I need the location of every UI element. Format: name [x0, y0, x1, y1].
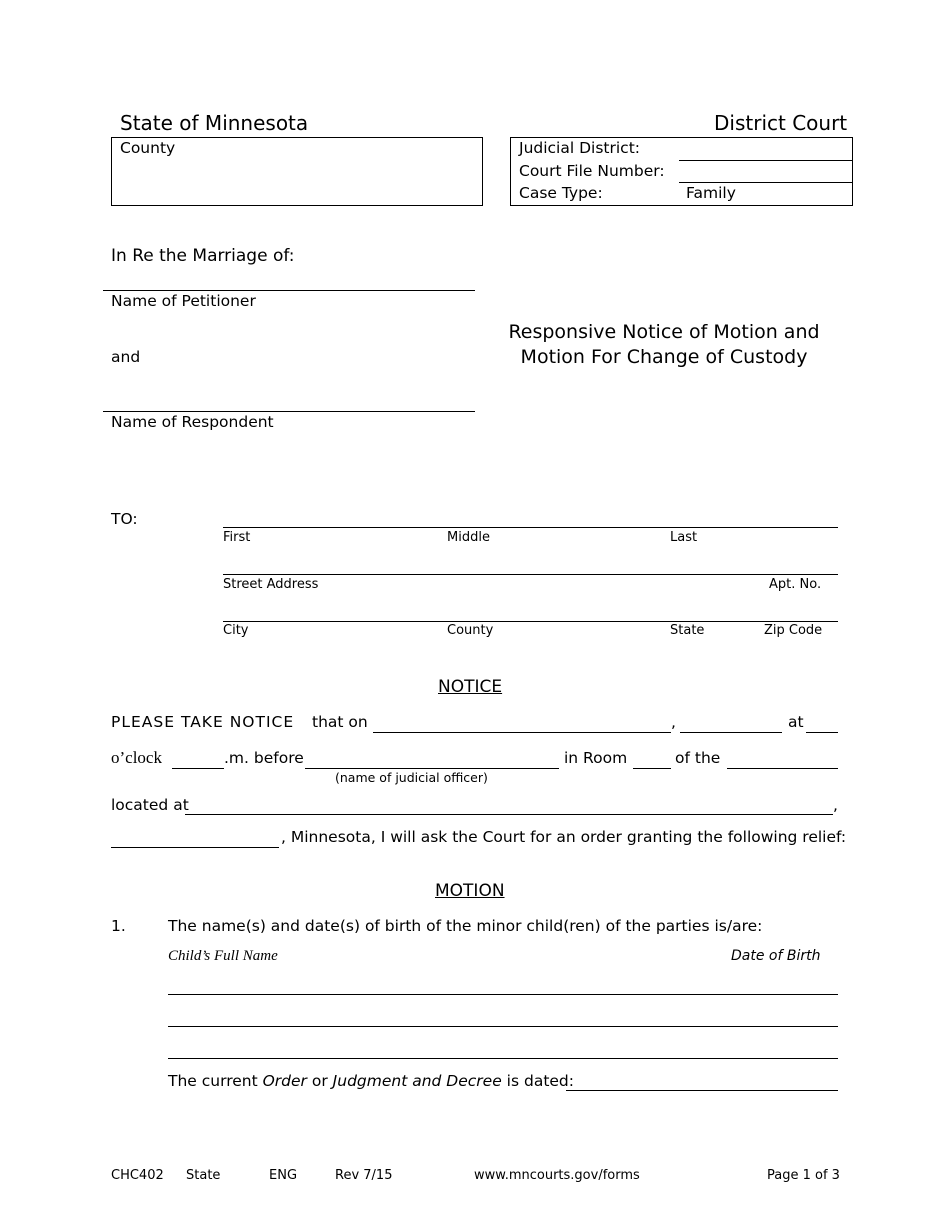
please-take-notice: PLEASE TAKE NOTICE: [111, 713, 295, 731]
m-before-label: .m. before: [224, 749, 304, 767]
apt-label: Apt. No.: [769, 577, 822, 592]
located-at-label: located at: [111, 796, 189, 814]
city-label: City: [223, 623, 249, 638]
county-input[interactable]: [120, 168, 470, 188]
petitioner-label: Name of Petitioner: [111, 292, 256, 310]
notice-heading: NOTICE: [438, 677, 503, 697]
that-on-label: that on: [312, 713, 368, 731]
document-title-line2: Motion For Change of Custody: [520, 346, 808, 368]
last-label: Last: [670, 530, 698, 545]
case-info-box: [510, 137, 853, 206]
motion-heading: MOTION: [435, 881, 505, 901]
footer-form-id: CHC402: [111, 1168, 164, 1183]
order-word: Order: [262, 1072, 307, 1090]
street-address-label: Street Address: [223, 577, 319, 592]
respondent-label: Name of Respondent: [111, 413, 274, 431]
footer-url[interactable]: www.mncourts.gov/forms: [474, 1168, 640, 1183]
city-state-zip-input[interactable]: [223, 601, 838, 622]
footer-rev: Rev 7/15: [335, 1168, 393, 1183]
location-comma: ,: [833, 796, 838, 814]
footer-page: Page 1 of 3: [767, 1168, 840, 1183]
zip-label: Zip Code: [764, 623, 823, 638]
order-date-input[interactable]: [566, 1070, 838, 1091]
item1-number: 1.: [111, 917, 126, 935]
hearing-year-input[interactable]: [680, 712, 782, 733]
respondent-name-input[interactable]: [103, 391, 475, 412]
item1-text: The name(s) and date(s) of birth of the minor child(ren) of the parties is/are:: [168, 917, 763, 935]
county-label: County: [120, 139, 176, 157]
court-name-input[interactable]: [727, 748, 838, 769]
court-file-number-input[interactable]: [679, 162, 853, 183]
and-label: and: [111, 348, 141, 366]
oclock-label: o’clock: [111, 748, 162, 767]
footer-lang: ENG: [269, 1168, 298, 1183]
current-order-line: [168, 1072, 574, 1090]
is-dated-word: is dated:: [506, 1072, 574, 1090]
in-room-label: in Room: [564, 749, 628, 767]
first-label: First: [223, 530, 251, 545]
at-label: at: [788, 713, 804, 731]
document-title-line1: Responsive Notice of Motion and: [508, 321, 820, 343]
judicial-officer-input[interactable]: [305, 748, 559, 769]
judicial-officer-caption: (name of judicial officer): [335, 770, 488, 785]
child-row-2-input[interactable]: [168, 1006, 838, 1027]
or-word: or: [311, 1072, 328, 1090]
judicial-district-input[interactable]: [679, 140, 853, 161]
child-row-1-input[interactable]: [168, 974, 838, 995]
judgment-word: Judgment and Decree: [332, 1072, 502, 1090]
document-title: [474, 320, 854, 370]
court-file-number-label: Court File Number:: [519, 162, 665, 180]
hearing-hour-input[interactable]: [806, 712, 838, 733]
child-name-header: Child’s Full Name: [168, 948, 278, 964]
dob-header: Date of Birth: [731, 948, 821, 964]
hearing-date-input[interactable]: [373, 712, 671, 733]
street-address-input[interactable]: [223, 554, 838, 575]
city-input[interactable]: [111, 827, 279, 848]
am-pm-input[interactable]: [172, 748, 224, 769]
case-type-label: Case Type:: [519, 184, 603, 202]
location-input[interactable]: [185, 794, 833, 815]
in-re-heading: In Re the Marriage of:: [111, 246, 295, 266]
judicial-district-label: Judicial District:: [519, 139, 640, 157]
of-the-label: of the: [675, 749, 721, 767]
petitioner-name-input[interactable]: [103, 270, 475, 291]
county-box: [111, 137, 483, 206]
date-comma: ,: [671, 713, 676, 731]
recipient-name-input[interactable]: [223, 507, 838, 528]
room-number-input[interactable]: [633, 748, 671, 769]
to-label: TO:: [111, 510, 138, 528]
court-title: District Court: [714, 111, 848, 135]
county-field-label: County: [447, 623, 494, 638]
case-type-value: Family: [686, 184, 736, 202]
state-title: State of Minnesota: [120, 111, 309, 135]
minnesota-relief-text: , Minnesota, I will ask the Court for an order granting the following relief:: [281, 828, 847, 846]
state-label: State: [670, 623, 705, 638]
current-prefix: The current: [168, 1072, 258, 1090]
child-row-3-input[interactable]: [168, 1038, 838, 1059]
middle-label: Middle: [447, 530, 490, 545]
footer-state: State: [186, 1168, 221, 1183]
